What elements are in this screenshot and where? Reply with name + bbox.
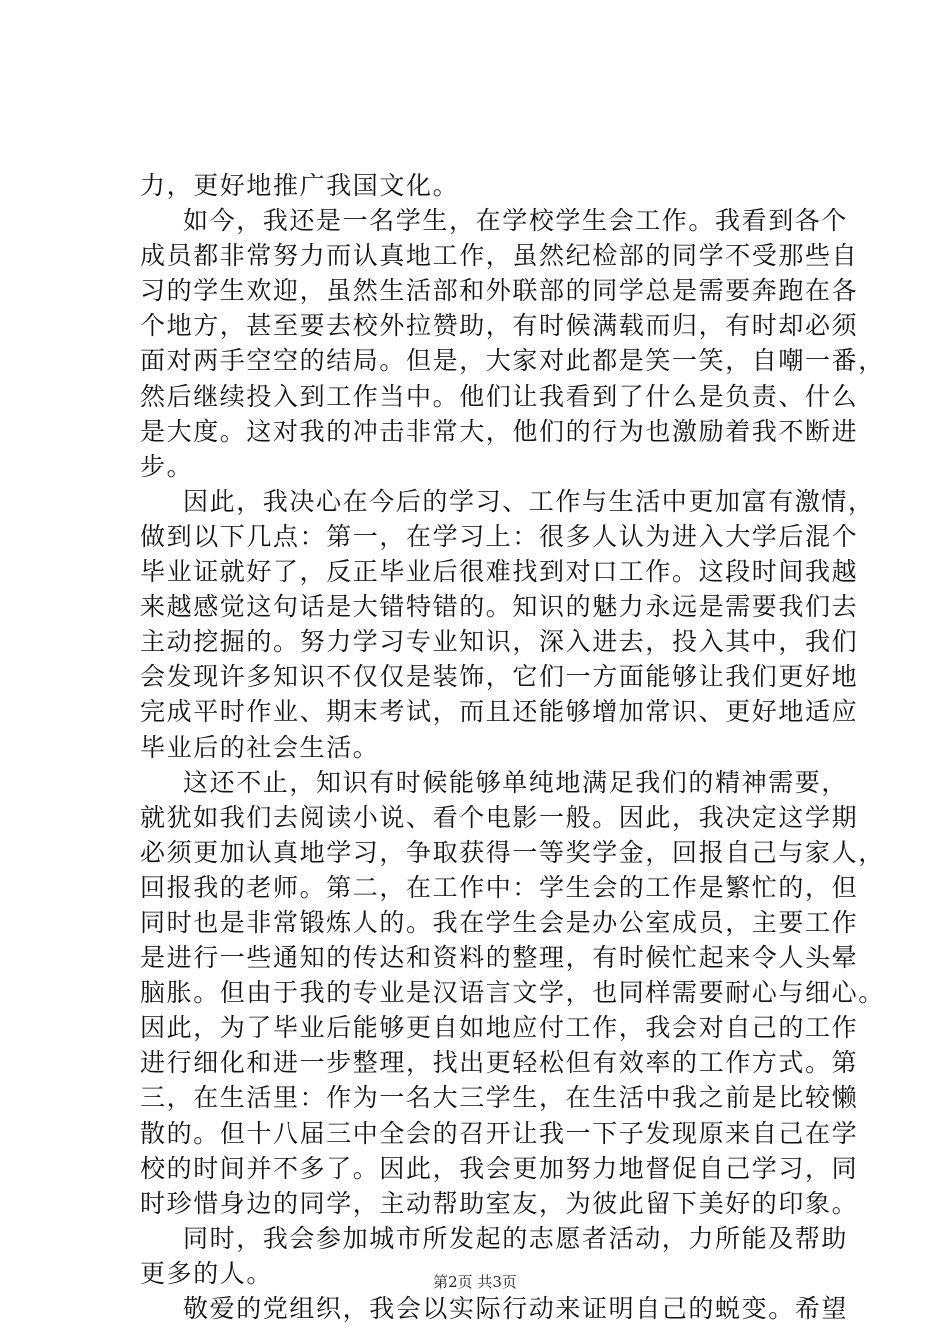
text-line: 力，更好地推广我国文化。 — [140, 171, 460, 200]
text-line: 成员都非常努力而认真地工作，虽然纪检部的同学不受那些自 — [140, 241, 859, 271]
text-line: 面对两手空空的结局。但是，大家对此都是笑一笑，自嘲一番， — [140, 346, 885, 376]
text-line: 毕业后的社会生活。 — [140, 732, 380, 762]
text-line: 敬爱的党组织，我会以实际行动来证明自己的蜕变。希望 — [183, 1294, 849, 1323]
text-line: 习的学生欢迎，虽然生活部和外联部的同学总是需要奔跑在各 — [140, 276, 859, 306]
text-line: 更多的人。 — [140, 1258, 274, 1288]
text-line: 完成平时作业、期末考试，而且还能够增加常识、更好地适应 — [140, 697, 859, 727]
text-line: 步。 — [140, 451, 194, 481]
text-line: 做到以下几点：第一，在学习上：很多人认为进入大学后混个 — [140, 521, 859, 551]
text-line: 同时也是非常锻炼人的。我在学生会是办公室成员，主要工作 — [140, 907, 859, 937]
text-line: 来越感觉这句话是大错特错的。知识的魅力永远是需要我们去 — [140, 592, 859, 622]
text-line: 因此，我决心在今后的学习、工作与生活中更加富有激情， — [183, 486, 875, 516]
text-line: 然后继续投入到工作当中。他们让我看到了什么是负责、什么 — [140, 381, 859, 411]
text-line: 三，在生活里：作为一名大三学生，在生活中我之前是比较懒 — [140, 1083, 859, 1113]
text-line: 回报我的老师。第二，在工作中：学生会的工作是繁忙的，但 — [140, 872, 859, 902]
text-line: 这还不止，知识有时候能够单纯地满足我们的精神需要， — [183, 767, 849, 797]
text-line: 时珍惜身边的同学，主动帮助室友，为彼此留下美好的印象。 — [140, 1188, 859, 1218]
text-line: 就犹如我们去阅读小说、看个电影一般。因此，我决定这学期 — [140, 802, 859, 832]
text-line: 是进行一些通知的传达和资料的整理，有时候忙起来令人头晕 — [140, 943, 859, 973]
text-line: 进行细化和进一步整理，找出更轻松但有效率的工作方式。第 — [140, 1048, 859, 1078]
text-line: 如今，我还是一名学生，在学校学生会工作。我看到各个 — [183, 206, 849, 236]
text-line: 个地方，甚至要去校外拉赞助，有时候满载而归，有时却必须 — [140, 311, 859, 341]
text-line: 主动挖掘的。努力学习专业知识，深入进去，投入其中，我们 — [140, 627, 859, 657]
text-line: 校的时间并不多了。因此，我会更加努力地督促自己学习，同 — [140, 1153, 859, 1183]
text-line: 同时，我会参加城市所发起的志愿者活动，力所能及帮助 — [183, 1223, 849, 1253]
text-line: 散的。但十八届三中全会的召开让我一下子发现原来自己在学 — [140, 1118, 859, 1148]
text-line: 脑胀。但由于我的专业是汉语言文学，也同样需要耐心与细心。 — [140, 978, 885, 1008]
text-line: 因此，为了毕业后能够更自如地应付工作，我会对自己的工作 — [140, 1013, 859, 1043]
text-line: 会发现许多知识不仅仅是装饰，它们一方面能够让我们更好地 — [140, 662, 859, 692]
page-footer: 第2页 共3页 — [433, 1273, 517, 1291]
text-line: 毕业证就好了，反正毕业后很难找到对口工作。这段时间我越 — [140, 557, 859, 587]
text-line: 必须更加认真地学习，争取获得一等奖学金，回报自己与家人， — [140, 837, 885, 867]
text-line: 是大度。这对我的冲击非常大，他们的行为也激励着我不断进 — [140, 416, 859, 446]
document-body — [140, 168, 885, 1326]
